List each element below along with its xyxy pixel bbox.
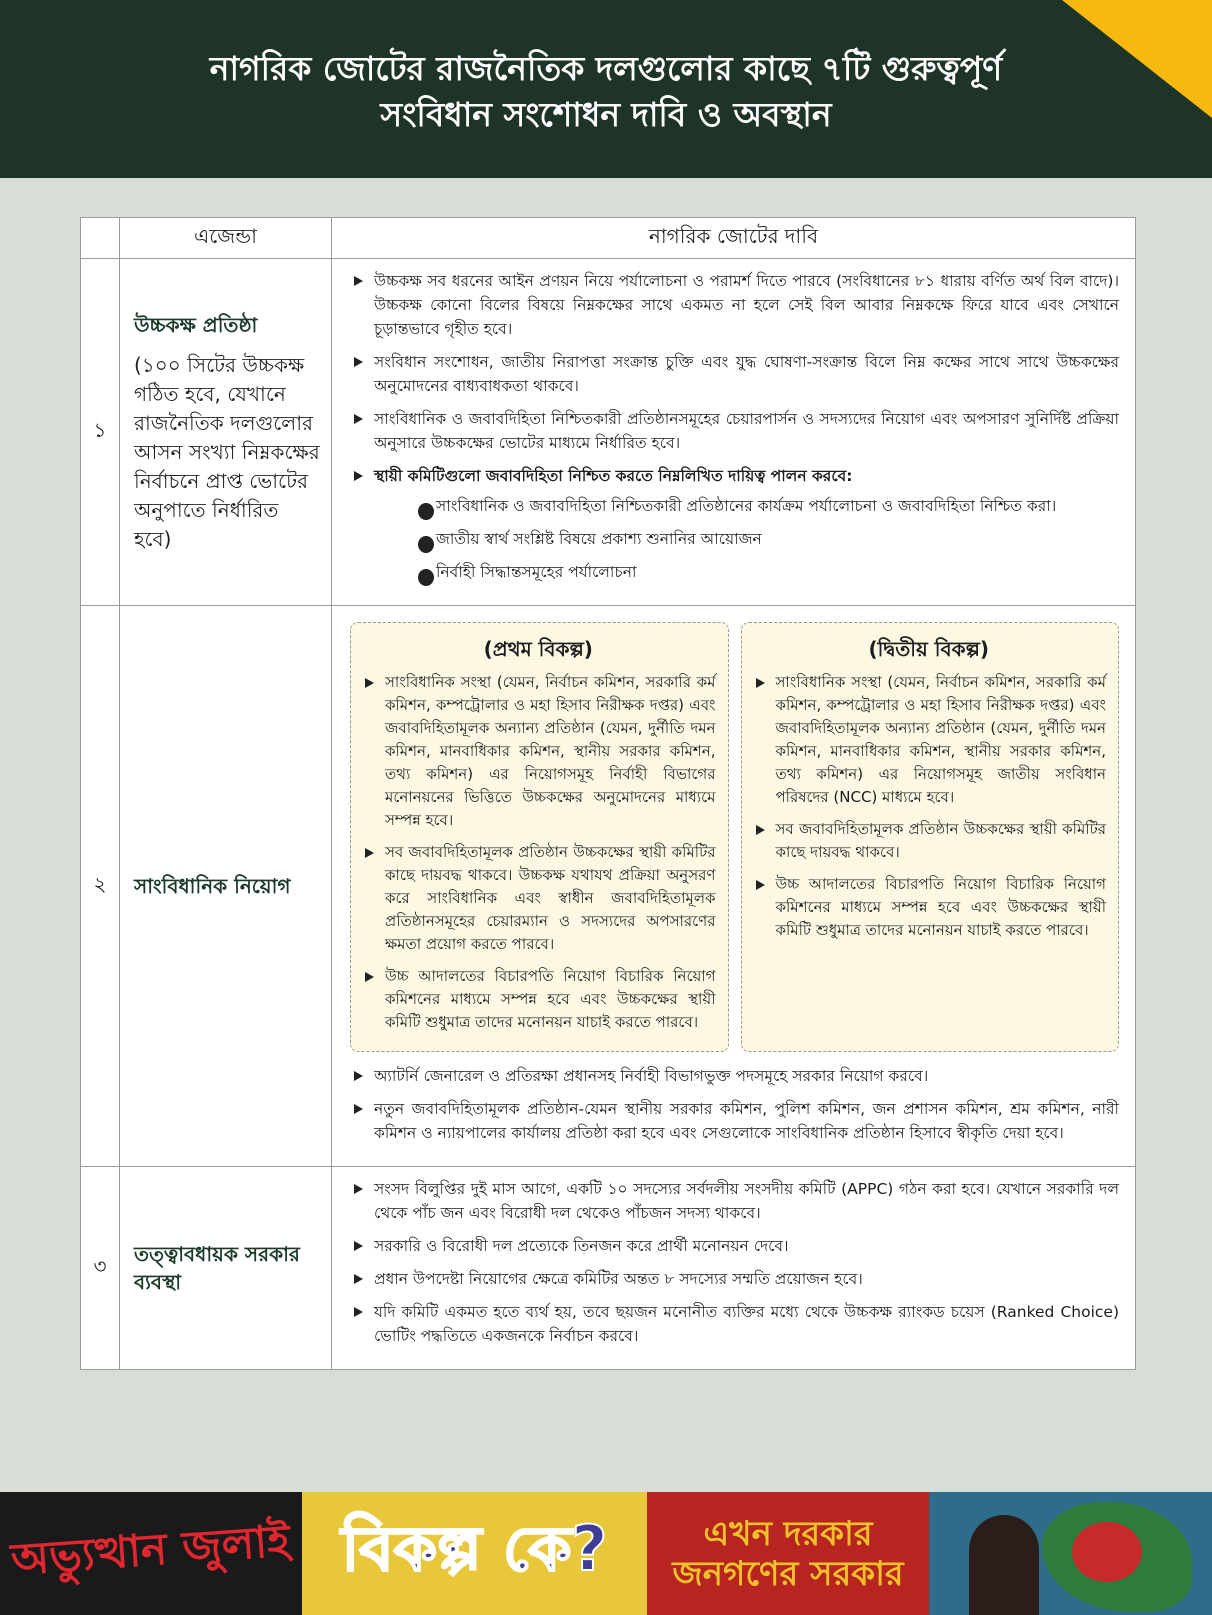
agenda-description: (১০০ সিটের উচ্চকক্ষ গঠিত হবে, যেখানে রাজনৈতিক দলগুলোর আসন সংখ্যা নিম্নকক্ষের নির্বাচনে প্রাপ্ত ভোটের অনুপাতে নির্ধারিত হবে) bbox=[134, 352, 320, 551]
person-figure-illustration bbox=[969, 1515, 1039, 1615]
agenda-title: উচ্চকক্ষ প্রতিষ্ঠা bbox=[134, 312, 258, 337]
demand-list bbox=[350, 1177, 1119, 1348]
option-item: সব জবাবদিহিতামূলক প্রতিষ্ঠান উচ্চকক্ষের স্থায়ী কমিটির কাছে দায়বদ্ধ থাকবে। bbox=[752, 818, 1107, 864]
demand-list bbox=[350, 1064, 1119, 1145]
option-item: সাংবিধানিক সংস্থা (যেমন, নির্বাচন কমিশন, সরকারি কর্ম কমিশন, কম্পট্রোলার ও মহা হিসাব নিরীক্ষক দপ্তর) এবং জবাবদিহিতামূলক অন্যান্য প্রতিষ্ঠান (যেমন, দুর্নীতি দমন কমিশন, মানবাধিকার কমিশন, স্থানীয় সরকার কমিশন, তথ্য কমিশন) এর নিয়োগসমূহ জাতীয় সংবিধান পরিষদের (NCC) মাধ্যমে হবে। bbox=[752, 671, 1107, 809]
footer-tile-uprising bbox=[0, 1492, 302, 1615]
demands-cell bbox=[332, 1167, 1136, 1370]
agenda-cell bbox=[120, 1167, 332, 1370]
demand-item: সরকারি ও বিরোধী দল প্রত্যেকে তিনজন করে প্রার্থী মনোনয়ন দেবে। bbox=[350, 1234, 1119, 1258]
agenda-cell bbox=[120, 259, 332, 606]
option-title: (প্রথম বিকল্প) bbox=[483, 637, 593, 661]
footer-tile-alternative bbox=[302, 1492, 647, 1615]
footer-tile-peoples-government bbox=[647, 1492, 929, 1615]
demand-item: প্রধান উপদেষ্টা নিয়োগের ক্ষেত্রে কমিটির অন্তত ৮ সদস্যের সম্মতি প্রয়োজন হবে। bbox=[350, 1267, 1119, 1291]
demands-cell bbox=[332, 259, 1136, 606]
title-line-2: সংবিধান সংশোধন দাবি ও অবস্থান bbox=[380, 95, 832, 134]
demands-cell bbox=[332, 606, 1136, 1167]
agenda-title: সাংবিধানিক নিয়োগ bbox=[134, 874, 291, 898]
sub-demand-list bbox=[374, 494, 1119, 584]
option-item: সব জবাবদিহিতামূলক প্রতিষ্ঠান উচ্চকক্ষের স্থায়ী কমিটির কাছে দায়বদ্ধ থাকবে। উচ্চকক্ষ যথাযথ প্রক্রিয়া অনুসরণ করে সাংবিধানিক এবং স্বাধীন জবাবদিহিতামূলক প্রতিষ্ঠানসমূহের চেয়ারম্যান ও সদস্যদের অপসারণের ক্ষমতা প্রয়োগ করতে পারবে। bbox=[361, 841, 716, 956]
demand-item: যদি কমিটি একমত হতে ব্যর্থ হয়, তবে ছয়জন মনোনীত ব্যক্তির মধ্যে থেকে উচ্চকক্ষ র‍্যাংকড চয়েস (Ranked Choice) ভোটিং পদ্ধতিতে একজনকে নির্বাচন করবে। bbox=[350, 1300, 1119, 1348]
demand-list bbox=[350, 269, 1119, 584]
option-item: সাংবিধানিক সংস্থা (যেমন, নির্বাচন কমিশন, সরকারি কর্ম কমিশন, কম্পট্রোলার ও মহা হিসাব নিরীক্ষক দপ্তর) এবং জবাবদিহিতামূলক অন্যান্য প্রতিষ্ঠান (যেমন, দুর্নীতি দমন কমিশন, মানবাধিকার কমিশন, স্থানীয় সরকার কমিশন, তথ্য কমিশন) এর নিয়োগসমূহ নির্বাহী বিভাগের মনোনয়নের ভিত্তিতে উচ্চকক্ষের অনুমোদনের মাধ্যমে সম্পন্ন হবে। bbox=[361, 671, 716, 832]
demand-item: নতুন জবাবদিহিতামূলক প্রতিষ্ঠান-যেমন স্থানীয় সরকার কমিশন, পুলিশ কমিশন, জন প্রশাসন কমিশন, শ্রম কমিশন, নারী কমিশন ও ন্যায়পালের কার্যালয় প্রতিষ্ঠা করা হবে এবং সেগুলোকে সাংবিধানিক প্রতিষ্ঠান হিসাবে স্বীকৃতি দেয়া হবে। bbox=[350, 1097, 1119, 1145]
title-line-1: নাগরিক জোটের রাজনৈতিক দলগুলোর কাছে ৭টি গুরুত্বপূর্ণ bbox=[209, 49, 1003, 88]
option-title: (দ্বিতীয় বিকল্প) bbox=[868, 637, 989, 661]
footer-tile-text: অভ্যুত্থান জুলাই bbox=[9, 1515, 292, 1586]
footer-tile-map-art bbox=[929, 1492, 1212, 1615]
header-demands: নাগরিক জোটের দাবি bbox=[332, 218, 1136, 259]
table-row bbox=[81, 259, 1136, 606]
demand-item: উচ্চকক্ষ সব ধরনের আইন প্রণয়ন নিয়ে পর্যালোচনা ও পরামর্শ দিতে পারবে (সংবিধানের ৮১ ধারায় বর্ণিত অর্থ বিল বাদে)। উচ্চকক্ষ কোনো বিলের বিষয়ে নিম্নকক্ষের সাথে একমত না হলে সেই বিল আবার নিম্নকক্ষে ফিরে যাবে এবং সেখানে চূড়ান্তভাবে গৃহীত হবে। bbox=[350, 269, 1119, 341]
demand-item-text: স্থায়ী কমিটিগুলো জবাবদিহিতা নিশ্চিত করতে নিম্নলিখিত দায়িত্ব পালন করবে: bbox=[374, 467, 853, 485]
row-number: ৩ bbox=[81, 1167, 120, 1370]
row-number: ১ bbox=[81, 259, 120, 606]
sub-demand-item: জাতীয় স্বার্থ সংশ্লিষ্ট বিষয়ে প্রকাশ্য শুনানির আয়োজন bbox=[416, 527, 1119, 551]
demand-item: সংবিধান সংশোধন, জাতীয় নিরাপত্তা সংক্রান্ত চুক্তি এবং যুদ্ধ ঘোষণা-সংক্রান্ত বিলে নিম্ন কক্ষের সাথে সাথে উচ্চকক্ষের অনুমোদনের বাধ্যবাধকতা থাকবে। bbox=[350, 350, 1119, 398]
table-row bbox=[81, 606, 1136, 1167]
table-header-row bbox=[81, 218, 1136, 259]
sub-demand-item: সাংবিধানিক ও জবাবদিহিতা নিশ্চিতকারী প্রতিষ্ঠানের কার্যক্রম পর্যালোচনা ও জবাবদিহিতা নিশ্চিত করা। bbox=[416, 494, 1119, 518]
option-item: উচ্চ আদালতের বিচারপতি নিয়োগ বিচারিক নিয়োগ কমিশনের মাধ্যমে সম্পন্ন হবে এবং উচ্চকক্ষের স্থায়ী কমিটি শুধুমাত্র তাদের মনোনয়ন যাচাই করতে পারবে। bbox=[361, 965, 716, 1034]
option-list bbox=[361, 671, 716, 1034]
sub-demand-item: নির্বাহী সিদ্ধান্তসমূহের পর্যালোচনা bbox=[416, 560, 1119, 584]
demand-item: সংসদ বিলুপ্তির দুই মাস আগে, একটি ১০ সদস্যের সর্বদলীয় সংসদীয় কমিটি (APPC) গঠন করা হবে। যেখানে সরকারি দল থেকে পাঁচ জন এবং বিরোধী দল থেকেও পাঁচজন সদস্য থাকবে। bbox=[350, 1177, 1119, 1225]
footer-tile-text: বিকল্প কে? bbox=[341, 1512, 608, 1585]
red-circle-illustration bbox=[1072, 1522, 1142, 1582]
row-number: ২ bbox=[81, 606, 120, 1167]
table-row bbox=[81, 1167, 1136, 1370]
option-item: উচ্চ আদালতের বিচারপতি নিয়োগ বিচারিক নিয়োগ কমিশনের মাধ্যমে সম্পন্ন হবে এবং উচ্চকক্ষের স্থায়ী কমিটি শুধুমাত্র তাদের মনোনয়ন যাচাই করতে পারবে। bbox=[752, 873, 1107, 942]
header-num-cell bbox=[81, 218, 120, 259]
header-agenda: এজেন্ডা bbox=[120, 218, 332, 259]
agenda-cell bbox=[120, 606, 332, 1167]
option-first-box bbox=[350, 622, 729, 1052]
page-title bbox=[60, 46, 1152, 138]
demands-table bbox=[80, 217, 1136, 1370]
option-list bbox=[752, 671, 1107, 942]
agenda-title: তত্ত্বাবধায়ক সরকার ব্যবস্থা bbox=[134, 1242, 300, 1294]
demand-item: অ্যাটর্নি জেনারেল ও প্রতিরক্ষা প্রধানসহ নির্বাহী বিভাগভুক্ত পদসমূহে সরকার নিয়োগ করবে। bbox=[350, 1064, 1119, 1088]
options-container bbox=[350, 622, 1119, 1052]
footer-tile-text: এখন দরকার জনগণের সরকার bbox=[672, 1513, 904, 1594]
demand-item: সাংবিধানিক ও জবাবদিহিতা নিশ্চিতকারী প্রতিষ্ঠানসমূহের চেয়ারপার্সন ও সদস্যদের নিয়োগ এবং অপসারণ সুনির্দিষ্ট প্রক্রিয়া অনুসারে উচ্চকক্ষের ভোটের মাধ্যমে নির্ধারিত হবে। bbox=[350, 407, 1119, 455]
page-header bbox=[0, 0, 1212, 178]
option-second-box bbox=[741, 622, 1120, 1052]
demand-item bbox=[350, 464, 1119, 584]
footer-banner bbox=[0, 1492, 1212, 1615]
